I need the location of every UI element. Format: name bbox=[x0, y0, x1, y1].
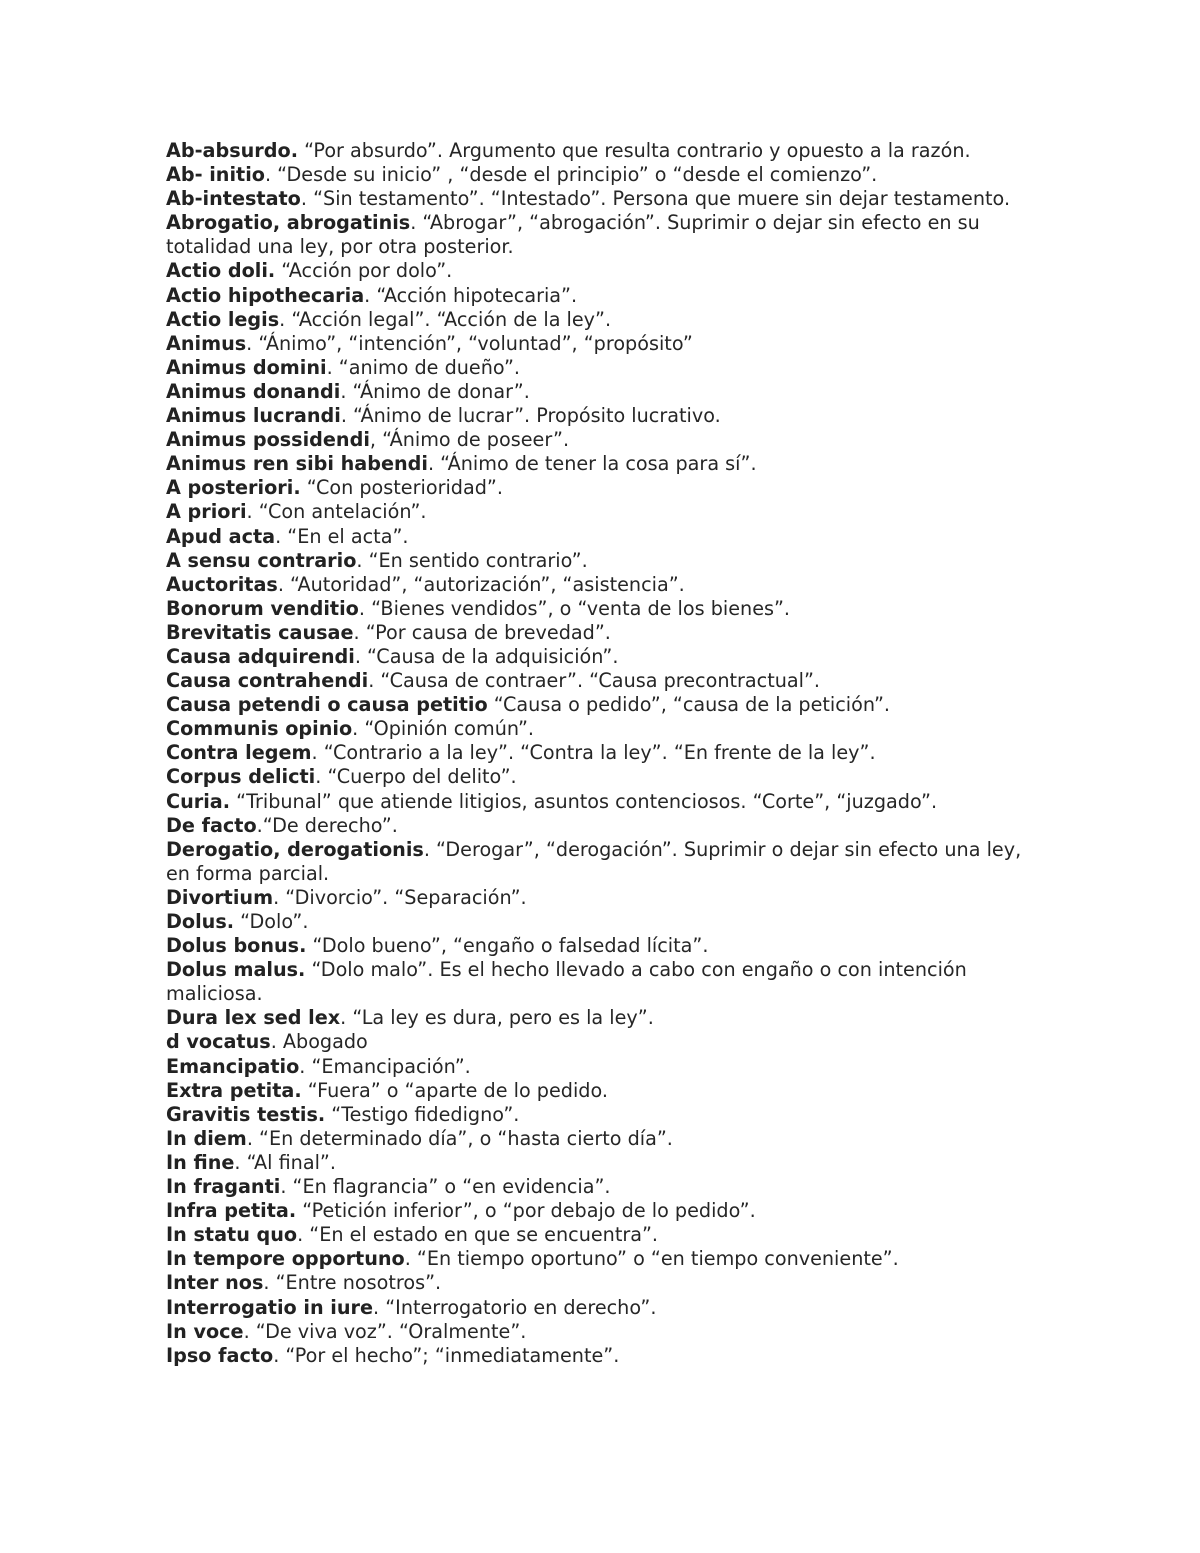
entry-definition: . “animo de dueño”. bbox=[326, 355, 520, 379]
entry-definition: . “De viva voz”. “Oralmente”. bbox=[243, 1319, 527, 1343]
entry-definition: . “En tiempo oportuno” o “en tiempo conveniente”. bbox=[404, 1247, 899, 1271]
entry-definition: . “En el estado en que se encuentra”. bbox=[297, 1223, 659, 1247]
entry-term: Causa adquirendi bbox=[166, 644, 355, 668]
entry-term: d vocatus bbox=[166, 1030, 271, 1054]
entry-term: Actio doli. bbox=[166, 259, 276, 283]
entry-term: Inter nos bbox=[166, 1271, 264, 1295]
glossary-entry bbox=[166, 1030, 1046, 1054]
glossary-entry bbox=[166, 765, 1046, 789]
glossary-entry bbox=[166, 500, 1046, 524]
entry-definition: “Causa o pedido”, “causa de la petición”. bbox=[487, 693, 891, 717]
entry-definition: “Dolo”. bbox=[234, 910, 309, 933]
entry-term: Abrogatio, abrogatinis bbox=[166, 211, 411, 235]
entry-definition: “Fuera” o “aparte de lo pedido. bbox=[301, 1078, 608, 1102]
entry-definition: . “En el acta”. bbox=[275, 524, 409, 548]
glossary-entry bbox=[166, 621, 1046, 645]
entry-term: In statu quo bbox=[166, 1223, 298, 1247]
entry-term: In tempore opportuno bbox=[166, 1247, 405, 1271]
entry-definition: . “En sentido contrario”. bbox=[356, 548, 588, 572]
glossary-entry bbox=[166, 958, 1046, 1006]
entry-definition: . “La ley es dura, pero es la ley”. bbox=[340, 1006, 654, 1030]
entry-definition: “Con posterioridad”. bbox=[300, 476, 503, 500]
glossary-entry bbox=[166, 308, 1046, 332]
entry-term: Actio hipothecaria bbox=[166, 283, 365, 307]
glossary-entry bbox=[166, 1247, 1046, 1271]
entry-term: De facto bbox=[166, 813, 257, 837]
glossary-entry bbox=[166, 1320, 1046, 1344]
entry-definition: . Abogado bbox=[270, 1030, 368, 1054]
entry-definition: . “Derogar”, “derogación”. Suprimir o dejar sin efecto una ley, en forma parcial. bbox=[166, 837, 1022, 885]
glossary-entry bbox=[166, 452, 1046, 476]
entry-definition: . “Acción legal”. “Acción de la ley”. bbox=[279, 307, 612, 331]
glossary-entry bbox=[166, 1127, 1046, 1151]
glossary-entry bbox=[166, 838, 1046, 886]
glossary-entry bbox=[166, 1006, 1046, 1030]
glossary-entry bbox=[166, 573, 1046, 597]
entry-definition: . “Ánimo de tener la cosa para sí”. bbox=[427, 452, 757, 476]
glossary-entry bbox=[166, 404, 1046, 428]
entry-term: In diem bbox=[166, 1126, 247, 1150]
entry-definition: . “Ánimo de donar”. bbox=[340, 379, 530, 403]
entry-term: A sensu contrario bbox=[166, 548, 357, 572]
entry-term: Corpus delicti bbox=[166, 765, 316, 789]
entry-definition: . “Por causa de brevedad”. bbox=[353, 620, 611, 644]
entry-term: Ab-absurdo. bbox=[166, 139, 298, 162]
glossary-entry bbox=[166, 1175, 1046, 1199]
entry-term: Causa contrahendi bbox=[166, 669, 369, 693]
entry-term: A priori bbox=[166, 500, 247, 524]
glossary-entry bbox=[166, 163, 1046, 187]
entry-definition: . “Con antelación”. bbox=[246, 500, 427, 524]
entry-term: Bonorum venditio bbox=[166, 596, 359, 620]
entry-term: Brevitatis causae bbox=[166, 620, 354, 644]
entry-term: Animus donandi bbox=[166, 379, 341, 403]
entry-definition: “Por absurdo”. Argumento que resulta contrario y opuesto a la razón. bbox=[297, 139, 971, 162]
glossary-entry bbox=[166, 1055, 1046, 1079]
entry-term: Apud acta bbox=[166, 524, 276, 548]
entry-term: Ab- initio bbox=[166, 163, 265, 187]
entry-definition: .“De derecho”. bbox=[256, 813, 398, 837]
glossary-entry bbox=[166, 910, 1046, 934]
glossary-entry bbox=[166, 1344, 1046, 1368]
entry-definition: . “Ánimo”, “intención”, “voluntad”, “propósito” bbox=[246, 331, 693, 355]
entry-definition: . “En determinado día”, o “hasta cierto día”. bbox=[246, 1126, 673, 1150]
glossary-entry bbox=[166, 717, 1046, 741]
glossary-entry bbox=[166, 549, 1046, 573]
glossary-entry bbox=[166, 1079, 1046, 1103]
glossary-entry bbox=[166, 380, 1046, 404]
glossary-entry bbox=[166, 476, 1046, 500]
entry-definition: . “Opinión común”. bbox=[352, 717, 535, 741]
glossary-entry bbox=[166, 187, 1046, 211]
entry-definition: . “Cuerpo del delito”. bbox=[315, 765, 517, 789]
entry-definition: . “Desde su inicio” , “desde el principio” o “desde el comienzo”. bbox=[264, 163, 878, 187]
entry-term: Animus ren sibi habendi bbox=[166, 452, 428, 476]
entry-term: Infra petita. bbox=[166, 1199, 297, 1223]
glossary-entry bbox=[166, 139, 1046, 163]
entry-definition: “Testigo fidedigno”. bbox=[325, 1102, 520, 1126]
entry-term: Animus bbox=[166, 331, 247, 355]
entry-definition: “Acción por dolo”. bbox=[275, 259, 453, 283]
glossary-entry bbox=[166, 525, 1046, 549]
entry-definition: . “Causa de la adquisición”. bbox=[354, 644, 619, 668]
entry-definition: . “Acción hipotecaria”. bbox=[364, 283, 578, 307]
entry-term: In fraganti bbox=[166, 1175, 281, 1199]
glossary-entry bbox=[166, 814, 1046, 838]
glossary-entry bbox=[166, 356, 1046, 380]
glossary-entry bbox=[166, 669, 1046, 693]
entry-definition: . “En flagrancia” o “en evidencia”. bbox=[280, 1175, 611, 1199]
glossary-entry bbox=[166, 597, 1046, 621]
entry-definition: . “Abrogar”, “abrogación”. Suprimir o dejar sin efecto en su totalidad una ley, por otra posterior. bbox=[166, 211, 980, 259]
glossary-entry bbox=[166, 934, 1046, 958]
entry-definition: . “Bienes vendidos”, o “venta de los bienes”. bbox=[358, 596, 791, 620]
entry-term: Interrogatio in iure bbox=[166, 1295, 374, 1319]
entry-term: Ab-intestato bbox=[166, 187, 301, 211]
entry-definition: . “Autoridad”, “autorización”, “asistencia”. bbox=[277, 572, 685, 596]
entry-term: Dolus. bbox=[166, 910, 235, 933]
entry-term: Derogatio, derogationis bbox=[166, 837, 424, 861]
entry-definition: . “Sin testamento”. “Intestado”. Persona que muere sin dejar testamento. bbox=[300, 187, 1011, 211]
glossary-entry bbox=[166, 1296, 1046, 1320]
entry-term: In fine bbox=[166, 1150, 235, 1174]
glossary-list bbox=[166, 139, 1046, 1368]
entry-definition: . “Divorcio”. “Separación”. bbox=[273, 885, 527, 909]
entry-term: A posteriori. bbox=[166, 476, 301, 500]
entry-definition: “Petición inferior”, o “por debajo de lo pedido”. bbox=[296, 1199, 756, 1223]
glossary-entry bbox=[166, 790, 1046, 814]
entry-term: Dolus malus. bbox=[166, 958, 306, 982]
entry-term: In voce bbox=[166, 1319, 244, 1343]
entry-definition: . “Causa de contraer”. “Causa precontractual”. bbox=[368, 669, 821, 693]
glossary-entry bbox=[166, 259, 1046, 283]
entry-term: Actio legis bbox=[166, 307, 280, 331]
glossary-entry bbox=[166, 1271, 1046, 1295]
entry-definition: . “Al final”. bbox=[234, 1150, 336, 1174]
glossary-entry bbox=[166, 1151, 1046, 1175]
glossary-entry bbox=[166, 428, 1046, 452]
entry-term: Dolus bonus. bbox=[166, 934, 307, 958]
entry-definition: . “Ánimo de lucrar”. Propósito lucrativo. bbox=[340, 404, 721, 428]
entry-definition: . “Interrogatorio en derecho”. bbox=[373, 1295, 657, 1319]
entry-term: Extra petita. bbox=[166, 1078, 302, 1102]
entry-term: Animus domini bbox=[166, 355, 327, 379]
entry-definition: “Dolo bueno”, “engaño o falsedad lícita”. bbox=[306, 934, 709, 958]
entry-definition: . “Entre nosotros”. bbox=[263, 1271, 442, 1295]
entry-term: Communis opinio bbox=[166, 717, 353, 741]
glossary-entry bbox=[166, 332, 1046, 356]
glossary-entry bbox=[166, 741, 1046, 765]
entry-term: Emancipatio bbox=[166, 1054, 300, 1078]
entry-term: Animus possidendi bbox=[166, 428, 370, 452]
glossary-entry bbox=[166, 1103, 1046, 1127]
entry-definition: “Dolo malo”. Es el hecho llevado a cabo con engaño o con intención maliciosa. bbox=[166, 958, 967, 1006]
entry-definition: . “Por el hecho”; “inmediatamente”. bbox=[273, 1343, 620, 1367]
entry-term: Gravitis testis. bbox=[166, 1102, 326, 1126]
entry-term: Animus lucrandi bbox=[166, 404, 341, 428]
glossary-entry bbox=[166, 886, 1046, 910]
entry-term: Ipso facto bbox=[166, 1343, 274, 1367]
entry-term: Divortium bbox=[166, 885, 274, 909]
entry-definition: , “Ánimo de poseer”. bbox=[369, 428, 570, 452]
entry-definition: . “Emancipación”. bbox=[299, 1054, 471, 1078]
entry-definition: . “Contrario a la ley”. “Contra la ley”. “En frente de la ley”. bbox=[311, 741, 876, 765]
glossary-entry bbox=[166, 211, 1046, 259]
glossary-entry bbox=[166, 284, 1046, 308]
glossary-entry bbox=[166, 645, 1046, 669]
entry-term: Dura lex sed lex bbox=[166, 1006, 341, 1030]
glossary-entry bbox=[166, 1223, 1046, 1247]
entry-term: Auctoritas bbox=[166, 572, 278, 596]
entry-term: Curia. bbox=[166, 789, 231, 813]
entry-term: Contra legem bbox=[166, 741, 312, 765]
glossary-entry bbox=[166, 1199, 1046, 1223]
entry-term: Causa petendi o causa petitio bbox=[166, 693, 488, 717]
glossary-entry bbox=[166, 693, 1046, 717]
entry-definition: “Tribunal” que atiende litigios, asuntos contenciosos. “Corte”, “juzgado”. bbox=[230, 789, 938, 813]
